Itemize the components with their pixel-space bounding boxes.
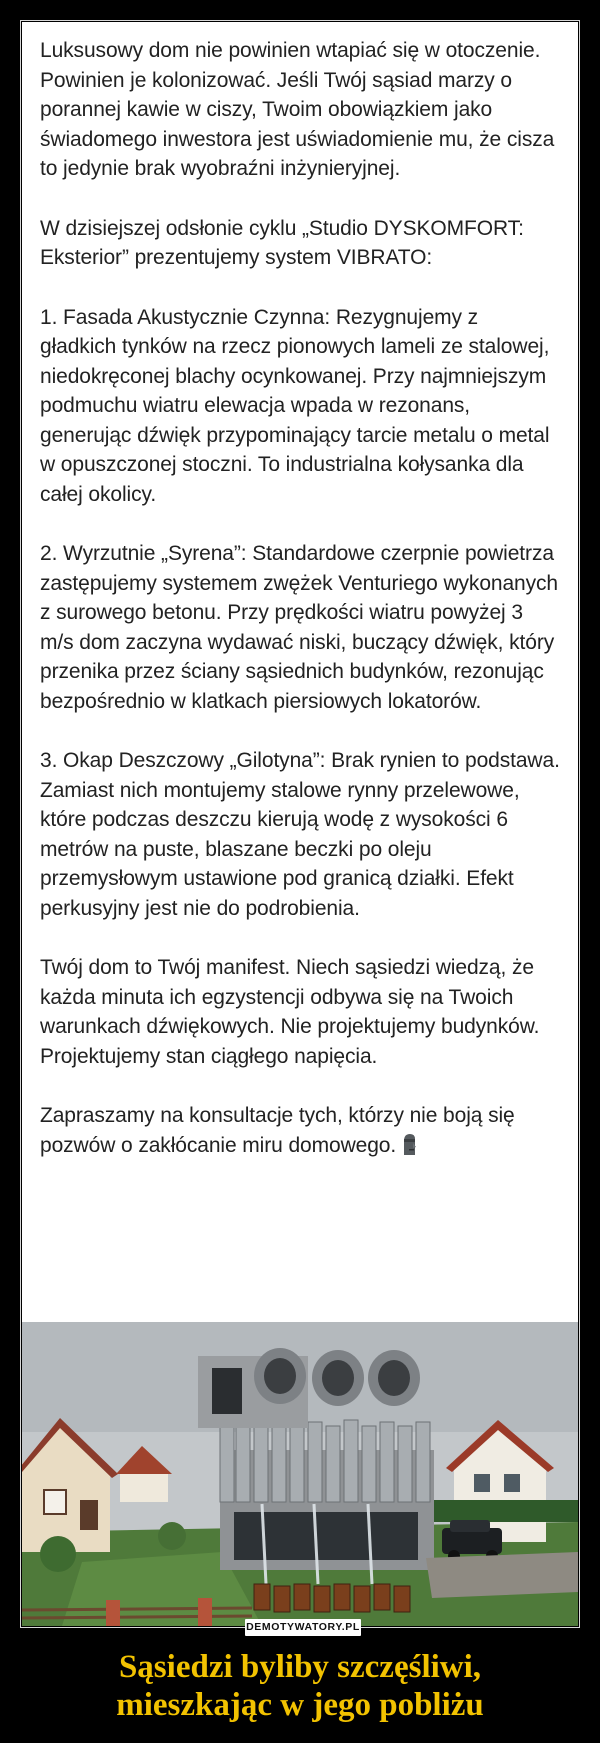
- moai-icon: [400, 1132, 418, 1156]
- post-paragraph-facade: 1. Fasada Akustycznie Czynna: Rezygnujemy z gładkich tynków na rzecz pionowych lameli ze stalowej, niedokręconej blachy ocynkowanej. Przy najmniejszym podmuchu wiatru elewacja wpada w rezonans, generując dźwięk przypominający tarcie metalu o metal w opuszczonej stoczni. To industrialna kołysanka dla całej okolicy.: [40, 305, 550, 506]
- post-paragraph-invite: [40, 1101, 560, 1160]
- post-paragraph-syrena: 2. Wyrzutnie „Syrena”: Standardowe czerpnie powietrza zastępujemy systemem zwężek Venturiego wykonanych z surowego betonu. Przy prędkości wiatru powyżej 3 m/s dom zaczyna wydawać niski, buczący dźwięk, który przenika przez ściany sąsiednich budynków, rezonując bezpośrednio w klatkach piersiowych lokatorów.: [40, 542, 559, 713]
- caption: [0, 1648, 600, 1724]
- post-paragraph-intro: Luksusowy dom nie powinien wtapiać się w otoczenie. Powinien je kolonizować. Jeśli Twój sąsiad marzy o porannej kawie w ciszy, Twoim obowiązkiem jako świadomego inwestora jest uświadomienie mu, że cisza to jedynie brak wyobraźni inżynieryjnej.: [40, 39, 555, 180]
- demotywatory-watermark: DEMOTYWATORY.PL: [245, 1619, 361, 1636]
- post-paragraph-gilotyna: 3. Okap Deszczowy „Gilotyna”: Brak rynien to podstawa. Zamiast nich montujemy stalowe rynny przelewowe, które podczas deszczu kierują wodę z wysokości 6 metrów na puste, blaszane beczki po oleju przemysłowym ustawione pod granicą działki. Efekt perkusyjny jest nie do podrobienia.: [40, 749, 560, 920]
- post-paragraph-manifest: Twój dom to Twój manifest. Niech sąsiedzi wiedzą, że każda minuta ich egzystencji odbywa się na Twoich warunkach dźwiękowych. Nie projektujemy budynków. Projektujemy stan ciągłego napięcia.: [40, 956, 540, 1068]
- caption-line-1: Sąsiedzi byliby szczęśliwi,: [118, 1649, 482, 1685]
- post-paragraph-series: W dzisiejszej odsłonie cyklu „Studio DYSKOMFORT: Eksterior” prezentujemy system VIBRATO:: [40, 216, 524, 269]
- post-text-card: [22, 22, 578, 1322]
- house-photo: [22, 1322, 578, 1626]
- caption-line-2: mieszkając w jego pobliżu: [116, 1687, 484, 1723]
- post-paragraph-invite-text: Zapraszamy na konsultacje tych, którzy nie boją się pozwów o zakłócanie miru domowego.: [40, 1104, 515, 1157]
